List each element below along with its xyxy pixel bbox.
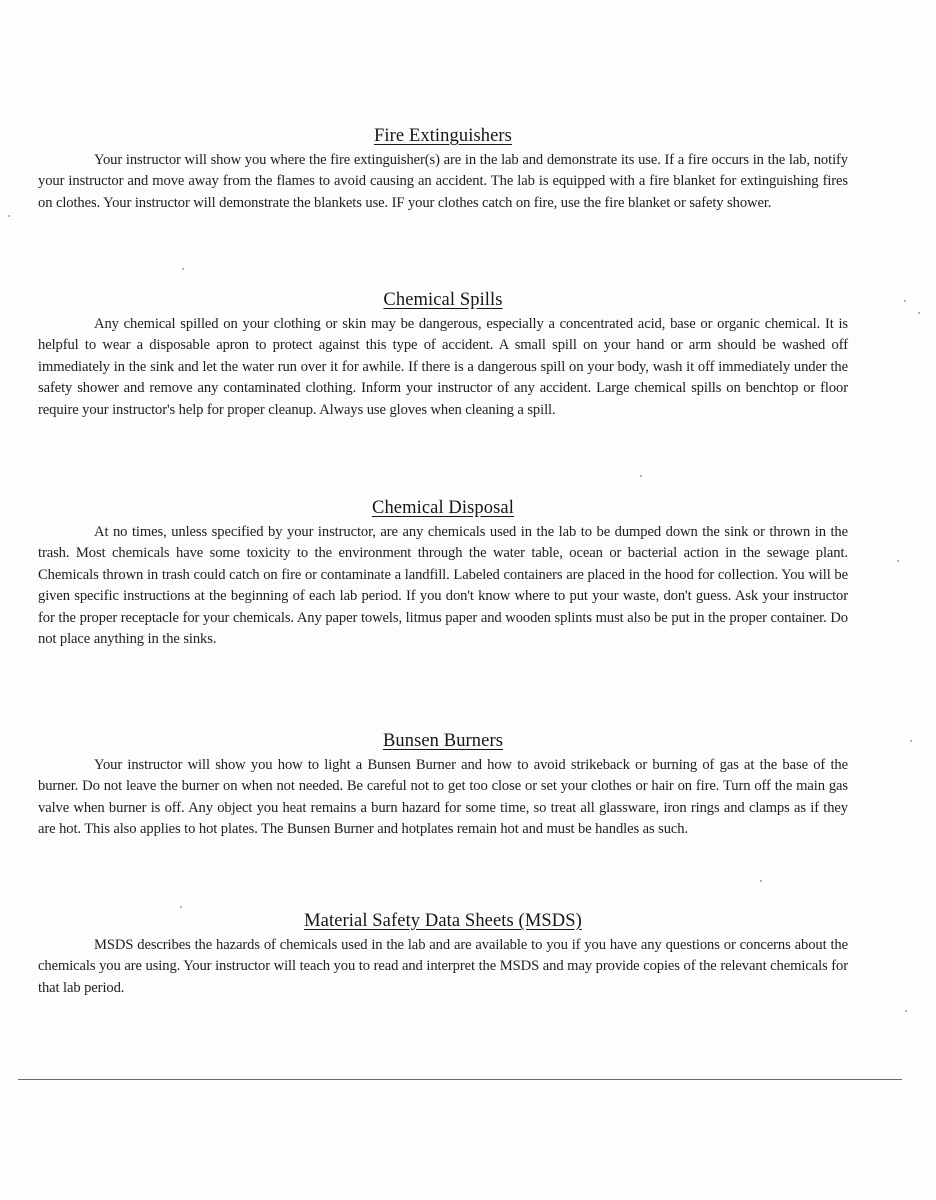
scan-speck	[904, 300, 906, 302]
section-chemical-disposal	[38, 498, 848, 650]
section-heading: Bunsen Burners	[382, 731, 504, 751]
section-heading: Fire Extinguishers	[374, 126, 512, 146]
scan-speck	[8, 215, 10, 217]
section-heading: Material Safety Data Sheets (MSDS)	[304, 911, 582, 931]
scan-speck	[182, 268, 184, 270]
footer-rule	[18, 1079, 902, 1080]
section-body: Your instructor will show you how to light a Bunsen Burner and how to avoid strikeback or burning of gas at the base of the burner. Do not leave the burner on when not needed. Be careful not to get too close or set your clothes or hair on fire. Turn off the main gas valve when burner is off. Any object you heat remains a burn hazard for some time, so treat all glassware, iron rings and clamps as if they are hot. This also applies to hot plates. The Bunsen Burner and hotplates remain hot and must be handles as such.	[38, 757, 848, 838]
section-bunsen-burners	[38, 731, 848, 841]
scan-speck	[180, 906, 182, 908]
scan-speck	[760, 880, 762, 882]
section-body: Your instructor will show you where the fire extinguisher(s) are in the lab and demonstrate its use. If a fire occurs in the lab, notify your instructor and move away from the flames to avoid causing an accident. The lab is equipped with a fire blanket for extinguishing fires on clothes. Your instructor will demonstrate the blankets use. IF your clothes catch on fire, use the fire blanket or safety shower.	[38, 152, 848, 211]
section-fire-extinguishers	[38, 126, 848, 214]
scan-speck	[897, 560, 899, 562]
scan-speck	[905, 1010, 907, 1012]
scan-speck	[640, 475, 642, 477]
section-chemical-spills	[38, 290, 848, 421]
scan-speck	[910, 740, 912, 742]
section-body: MSDS describes the hazards of chemicals used in the lab and are available to you if you have any questions or concerns about the chemicals you are using. Your instructor will teach you to read and interpret the MSDS and may provide copies of the relevant chemicals for that lab period.	[38, 937, 848, 996]
section-heading: Chemical Spills	[383, 290, 503, 310]
scan-speck	[918, 312, 920, 314]
section-heading: Chemical Disposal	[372, 498, 514, 518]
section-body: At no times, unless specified by your instructor, are any chemicals used in the lab to be dumped down the sink or thrown in the trash. Most chemicals have some toxicity to the environment through the water table, ocean or bacterial action in the sewage plant. Chemicals thrown in trash could catch on fire or contaminate a landfill. Labeled containers are placed in the hood for collection. You will be given specific instructions at the beginning of each lab period. If you don't know where to put your waste, don't guess. Ask your instructor for the proper receptacle for your chemicals. Any paper towels, litmus paper and wooden splints must also be put in the proper container. Do not place anything in the sinks.	[38, 524, 848, 648]
section-msds	[38, 911, 848, 999]
section-body: Any chemical spilled on your clothing or skin may be dangerous, especially a concentrated acid, base or organic chemical. It is helpful to wear a disposable apron to protect against this type of accident. A small spill on your hand or arm should be washed off immediately in the sink and let the water run over it for awhile. If there is a dangerous spill on your body, wash it off immediately under the safety shower and remove any contaminated clothing. Inform your instructor of any accident. Large chemical spills on benchtop or floor require your instructor's help for proper cleanup. Always use gloves when cleaning a spill.	[38, 316, 848, 418]
